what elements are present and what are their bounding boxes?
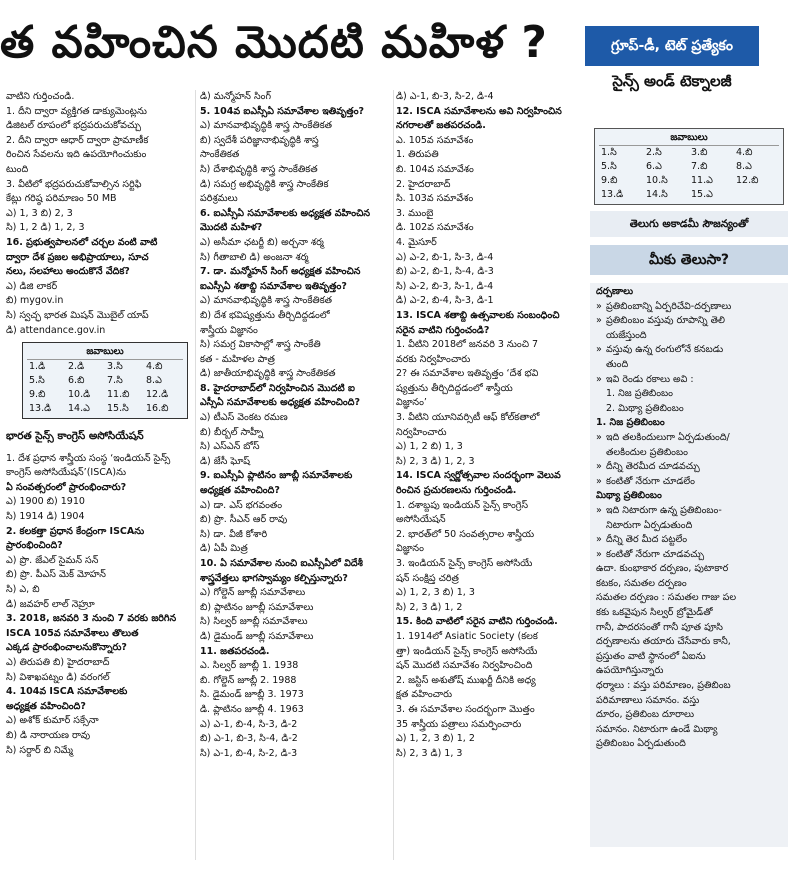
text-line: సి) విశాఖపట్నం డి) వరంగల్	[6, 671, 110, 683]
bullet-arrow-icon: »	[596, 461, 602, 473]
column-1-questions-b	[6, 452, 192, 758]
answer-cell	[734, 188, 779, 202]
text-line: 3. వీటిని యూనివర్సిటీ ఆఫ్ కోల్‌కతాలో	[396, 412, 540, 424]
text-line: 9. ఐఎస్సీఏ ప్లాటినం జూబ్లీ సమావేశాలకు	[200, 470, 353, 482]
text-line: బి) డి నారాయణ రావు	[6, 729, 91, 741]
answer-cell: 5.సి	[601, 161, 617, 172]
answer-cell: 8.ఎ	[736, 161, 752, 172]
text-line: బి. గోల్డెన్ జూబ్లీ 2. 1988	[200, 674, 297, 686]
text-line: ఎ) డిజి లాకర్	[6, 280, 58, 292]
column-2-questions	[200, 90, 392, 761]
text-span: కటకం, సమతల దర్పణం	[596, 577, 687, 589]
text-line: విజ్ఞానం	[396, 543, 424, 555]
text-line: డి) జవహర్ లాల్ నెహ్రూ	[6, 598, 95, 610]
text-line: 1. వీటిని 2018లో జనవరి 3 నుంచి 7	[396, 339, 539, 351]
text-line: డి) ఎ-2, బి-4, సి-3, డి-1	[396, 295, 494, 307]
text-line: 3. ఈ సమావేశాల సందర్భంగా మొత్తం	[396, 703, 535, 715]
text-line	[596, 460, 782, 475]
answer-cell: 13.డి	[601, 189, 624, 200]
text-line	[596, 708, 782, 723]
text-line: బి) ప్రొ. సీఎన్ ఆర్ రావు	[200, 514, 288, 526]
column-divider	[393, 90, 394, 860]
text-line: డి) ఎ-1, బి-3, సి-2, డి-4	[396, 91, 494, 102]
text-span: ప్రతిబింబాన్ని ఏర్పరిచేవి-దర్పణాలు	[606, 300, 732, 312]
text-line: 2. జస్టిస్ అశుతోష్ ముఖర్జీ దీనికి అధ్య	[396, 674, 536, 686]
answer-cell: 3.సి	[107, 361, 123, 373]
answer-cell: 6.బి	[68, 375, 85, 387]
text-line: 35 శాస్త్రీయ పత్రాలు సమర్పించారు	[396, 718, 522, 730]
text-line	[596, 723, 782, 738]
text-span: ప్రస్తుతం వాటి స్థానంలో ఏఐను	[596, 650, 706, 662]
text-line: సాంకేతికత	[200, 149, 240, 161]
bullet-arrow-icon: »	[596, 300, 602, 312]
text-line: సి) గీతాబాలి డి) అంజనా శర్మ	[200, 251, 309, 263]
text-line: ఎ. సిల్వర్ జూబ్లీ 1. 1938	[200, 660, 299, 672]
text-line: 3. ఇండియన్ సైన్స్ కాంగ్రెస్ అసోసియే	[396, 558, 533, 569]
text-span: ఉపయోగిస్తున్నారు	[596, 665, 664, 677]
text-span: కంటితో నేరుగా చూడలేం	[606, 475, 695, 487]
answers-row	[27, 388, 183, 402]
answer-cell: 5.సి	[29, 375, 45, 387]
answer-cell: 12.బి	[736, 175, 759, 186]
text-line: 5. 104వ ఐఎస్సీఏ సమావేశాల ఇతివృత్తం?	[200, 105, 365, 117]
answers-box-1	[22, 342, 188, 419]
text-line	[596, 373, 782, 388]
column-2	[200, 90, 392, 860]
bullet-arrow-icon: »	[596, 373, 602, 385]
text-line: కేట్లు గరిష్ఠ పరిమాణం 50 MB	[6, 193, 117, 205]
answer-cell: 16.బి	[146, 403, 169, 415]
text-line: ష్యత్తును తీర్చిదిద్దడంలో శాస్త్రీయ	[396, 382, 513, 394]
text-line: శాస్త్రవేత్తలు భాగస్వామ్యం కల్పిస్తున్నారు?	[200, 572, 348, 584]
text-line: సి) సమగ్ర వికాసాల్లో శాస్త్ర సాంకేతి	[200, 339, 321, 351]
text-line: డి) attendance.gov.in	[6, 324, 106, 336]
answer-cell: 13.డి	[29, 403, 52, 415]
text-line: ఎ) డా. ఎస్ భగవంతం	[200, 499, 283, 511]
text-line: 8. హైదరాబాద్‌లో నిర్వహించిన మొదటి ఐ	[200, 382, 355, 394]
answer-cell: 7.బి	[691, 161, 708, 172]
text-span: దీన్ని తెరమీద చూడవచ్చు	[606, 461, 700, 473]
text-line: సి) 2, 3 డి) 1, 3	[396, 747, 463, 759]
text-span: ధర్మాలు : వస్తు పరిమాణం, ప్రతిబింబ	[596, 680, 731, 692]
text-line: డిజిటల్ రూపంలో భద్రపరుచుకోవచ్చు	[6, 120, 141, 132]
exam-tag-banner: గ్రూప్‌-డీ, టెట్ ప్రత్యేకం	[585, 26, 759, 66]
text-line	[596, 577, 782, 592]
text-line	[596, 489, 782, 504]
text-line: రించిన సేవలను ఇది ఉపయోగించుకుం	[6, 149, 147, 161]
text-line: ఎ) ప్రొ. జేఎల్ సైమన్ సన్	[6, 554, 99, 566]
text-span: 1. నిజ ప్రతిబింబం	[606, 388, 673, 400]
text-line: బి) mygov.in	[6, 295, 64, 307]
text-line: ఎ) తిరుపతి బి) హైదరాబాద్	[6, 657, 110, 668]
text-line: ఎ) 1900 బి) 1910	[6, 496, 85, 508]
text-span: దర్పణాలను తయారు చేసేవారు కానీ,	[596, 636, 731, 648]
text-line	[596, 621, 782, 636]
answer-cell: 1.డి	[29, 361, 46, 373]
column-3	[396, 90, 586, 860]
answers-box-2	[594, 128, 784, 205]
text-line	[596, 416, 782, 431]
text-line	[596, 431, 782, 446]
answers-table	[27, 360, 183, 416]
answer-cell: 14.ఎ	[68, 403, 90, 415]
text-line	[596, 519, 782, 534]
text-line: సి) సర్దార్ బి నిమ్మే	[6, 744, 73, 756]
answer-cell: 6.ఎ	[646, 161, 662, 172]
text-line: సి) డా. వీజీ కోశారి	[200, 528, 268, 540]
answer-cell: 12.డి	[146, 389, 169, 401]
answers-row	[599, 146, 779, 160]
text-line: ఎ) అసీమా ఛటర్జీ బి) అర్చనా శర్మ	[200, 236, 324, 248]
bullet-arrow-icon: »	[596, 315, 602, 327]
text-line	[596, 285, 782, 300]
text-line	[596, 562, 782, 577]
text-line: శాస్త్రీయ విజ్ఞానం	[200, 324, 258, 336]
text-line	[596, 402, 782, 417]
answers-row	[599, 160, 779, 174]
text-line: రించిన ప్రచురణలను గుర్తించండి.	[396, 485, 517, 497]
text-line	[596, 343, 782, 358]
text-line: సి) 1, 2 డి) 1, 2, 3	[6, 222, 85, 234]
bullet-arrow-icon: »	[596, 431, 602, 443]
text-line: డి) జాతీయాభివృద్ధికి శాస్త్ర సాంకేతికత	[200, 368, 336, 380]
text-line: మొదటి మహిళ?	[200, 222, 263, 234]
text-line: సి) ఎ-1, బి-4, సి-2, డి-3	[200, 747, 298, 759]
text-line: సి) 2, 3 డి) 1, 2, 3	[396, 455, 475, 467]
text-line: 15. కింది వాటిలో సరైన వాటిని గుర్తించండి.	[396, 616, 558, 628]
text-line: ఎ) ఎ-2, బి-1, సి-3, డి-4	[396, 251, 494, 263]
text-span: మిథ్యా ప్రతిబింబం	[596, 490, 662, 502]
text-line: బి) బీర్బల్ సాహ్నీ	[200, 426, 264, 438]
text-line: 1. తిరుపతి	[396, 149, 439, 161]
text-line: ద్వారా దేశ ప్రజల అభిప్రాయాలు, సూచ	[6, 251, 149, 263]
page-headline: త వహించిన మొదటి మహిళ ?	[0, 17, 548, 68]
answers-table	[599, 146, 779, 202]
answer-cell: 7.సి	[107, 375, 123, 387]
text-span: 2. మిథ్యా ప్రతిబింబం	[606, 402, 684, 414]
text-line: టుంది	[6, 163, 29, 175]
text-line: 4. 104వ ISCA సమావేశాలకు	[6, 686, 128, 698]
text-span: ఇది నిటారుగా ఉన్న ప్రతిబింబం-	[606, 504, 722, 516]
text-line: 3. ముంబై	[396, 207, 434, 219]
text-line: సి) ఎ, బి	[6, 584, 40, 596]
text-line: అధ్యక్షత వహించింది?	[6, 700, 86, 712]
answer-cell: 10.డి	[68, 389, 91, 401]
text-line: 16. ప్రభుత్వపాలనలో చర్చల వంటి వాటి	[6, 236, 158, 248]
text-line: ఎ) అశోక్ కుమార్ సక్సేనా	[6, 715, 99, 727]
column-4	[590, 128, 788, 863]
text-line: డి. 102వ సమావేశం	[396, 222, 474, 234]
courtesy-note: తెలుగు అకాడమీ సౌజన్యంతో	[590, 211, 788, 237]
text-line: నిర్వహించారు	[396, 426, 447, 438]
answer-cell: 1.సి	[601, 147, 617, 158]
answer-cell: 11.బి	[107, 389, 130, 401]
text-line: 13. ISCA శతాబ్ది ఉత్సవాలకు సంబంధించి	[396, 309, 560, 321]
text-span: పరిమాణాలు సమానం. వస్తు	[596, 694, 700, 706]
text-line: షన్ మొదటి సమావేశం నిర్వహించింది	[396, 660, 533, 672]
text-line: 1. దేశ ప్రధాన శాస్త్రీయ సంస్థ ‘ఇండియన్ సైన్స్	[6, 452, 171, 464]
text-line: అధ్యక్షత వహించింది?	[200, 485, 280, 497]
answer-cell: 8.ఎ	[146, 375, 162, 387]
text-line: 1. 1914లో Asiatic Society (కలక	[396, 630, 538, 642]
answers-row	[27, 360, 183, 374]
text-line: 2. హైదరాబాద్	[396, 178, 451, 190]
text-line: ఎ) మానవాభివృద్ధికి శాస్త్ర సాంకేతికత	[200, 295, 333, 307]
text-span: 1. నిజ ప్రతిబింబం	[596, 417, 665, 429]
text-line: ఎ) గోల్డెన్ జూబ్లీ సమావేశాలు	[200, 587, 306, 599]
text-line: 3. వీటిలో భద్రపరుచుకోవాల్సిన సర్టిఫి	[6, 178, 142, 190]
answers-row	[27, 374, 183, 388]
text-line: కత - మహిళల పాత్ర	[200, 353, 275, 365]
text-line	[596, 387, 782, 402]
text-line: సి) 1914 డి) 1904	[6, 511, 85, 523]
text-line: షన్ సంక్షిప్త చరిత్ర	[396, 572, 459, 584]
text-line	[596, 475, 782, 490]
text-span: తుంది	[606, 358, 629, 370]
text-line: సి) దేశాభివృద్ధికి శాస్త్ర సాంకేతికత	[200, 163, 318, 175]
text-line	[596, 533, 782, 548]
text-line: డి) సమగ్ర అభివృద్ధికి శాస్త్ర సాంకేతిక	[200, 178, 329, 190]
text-line	[596, 329, 782, 344]
text-line: ఎస్సీఏ సమావేశాలకు అధ్యక్షత వహించింది?	[200, 397, 360, 409]
text-line	[596, 300, 782, 315]
text-line	[596, 591, 782, 606]
text-span: ప్రతిబింబం వస్తువు రూపాన్ని తెలి	[606, 315, 725, 327]
text-line: ఎక్కడ ప్రారంభించాలనుకొన్నారు?	[6, 642, 127, 654]
text-span: సమానం. నిటారుగా ఉండే మిథ్యా	[596, 723, 718, 735]
answer-cell: 15.ఎ	[691, 189, 713, 200]
answers-row	[599, 174, 779, 188]
answer-cell: 3.బి	[691, 147, 708, 158]
answer-cell: 15.సి	[107, 403, 129, 415]
text-line: ఎ) 1, 3 బి) 2, 3	[6, 207, 73, 219]
text-line: నగరాలతో జతపరచండి.	[396, 120, 486, 132]
text-line: 3. 2018, జనవరి 3 నుంచి 7 వరకు జరిగిన	[6, 613, 177, 625]
text-line: బి) ప్రొ. పీఎస్ మెక్ మోహన్	[6, 569, 106, 581]
text-span: దర్పణాలు	[596, 286, 634, 297]
column-3-questions	[396, 90, 586, 761]
bullet-arrow-icon: »	[596, 475, 602, 487]
answers-row	[599, 188, 779, 202]
answer-cell: 9.బి	[601, 175, 618, 186]
answer-cell: 9.బి	[29, 389, 46, 401]
text-line: 7. డా. మన్మోహన్ సింగ్ అధ్యక్షత వహించిన	[200, 266, 361, 278]
text-line: సి. డైమండ్ జూబ్లీ 3. 1973	[200, 689, 304, 701]
text-line: ఎ) మానవాభివృద్ధికి శాస్త్ర సాంకేతికత	[200, 120, 333, 132]
column-1-questions-a	[6, 90, 192, 338]
text-span: ప్రతిబింబం ఏర్పడుతుంది	[596, 738, 686, 750]
bullet-arrow-icon: »	[596, 534, 602, 546]
answers-row	[27, 402, 183, 416]
text-line	[596, 664, 782, 679]
text-line: సరైన వాటిని గుర్తించండి?	[396, 324, 490, 336]
text-line: డి) జేసీ ఘోష్	[200, 455, 250, 467]
bullet-arrow-icon: »	[596, 548, 602, 560]
text-line: సి) 2, 3 డి) 1, 2	[396, 601, 463, 613]
text-span: యజేస్తుంది	[606, 329, 647, 341]
text-line: సి. 103వ సమావేశం	[396, 193, 474, 205]
text-line	[596, 679, 782, 694]
subject-title: సైన్స్ అండ్ టెక్నాలజీ	[612, 72, 732, 90]
text-line: క్షత వహించారు	[396, 689, 453, 701]
text-line	[596, 358, 782, 373]
text-line: బి) ఎ-2, బి-1, సి-4, డి-3	[396, 266, 494, 278]
text-span: దీన్ని తెర మీద పట్టలేం	[606, 534, 688, 546]
did-you-know-title: మీకు తెలుసా?	[590, 245, 788, 275]
text-line: 12. ISCA సమావేశాలను అవి నిర్వహించిన	[396, 105, 562, 117]
text-line: 6. ఐఎస్సీఏ సమావేశాలకు అధ్యక్షత వహించిన	[200, 207, 371, 219]
text-line: ఎ) 1, 2, 3 బి) 1, 2	[396, 733, 475, 745]
text-span: ఉదా. కుంభాకార దర్పణం, పుటాకార	[596, 563, 729, 575]
text-span: తలకిందుల ప్రతిబింబం	[606, 446, 688, 458]
text-line: 1. దశాబ్దపు ఇండియన్ సైన్స్ కాంగ్రెస్	[396, 499, 528, 511]
text-span: సమతల దర్పణం : సమతల గాజు పల	[596, 592, 737, 604]
text-line	[596, 650, 782, 665]
text-line	[596, 606, 782, 621]
text-line: బి) దేశ భవిష్యత్తును తీర్చిదిద్దడంలో	[200, 309, 330, 321]
text-span: ఇవి రెండు రకాలు అవి :	[606, 373, 694, 385]
answer-cell: 4.బి	[146, 361, 163, 373]
text-line: అసోసియేషన్	[396, 514, 446, 526]
text-line: నలు, సలహాలు అందుకొనే వేదిక?	[6, 266, 130, 278]
text-line: డి. ప్లాటినం జూబ్లీ 4. 1963	[200, 703, 304, 715]
text-line: 11. జతపరచండి.	[200, 645, 270, 657]
text-line: సి) ఎ-2, బి-3, సి-1, డి-4	[396, 280, 494, 292]
text-line	[596, 635, 782, 650]
text-span: వస్తువు ఉన్న రంగులోనే కనబడు	[606, 344, 724, 356]
text-line: 2. దీని ద్వారా ఆధార్ ద్వారా ప్రామాణీక	[6, 134, 149, 146]
text-line: 14. ISCA స్వర్ణోత్సవాల సందర్భంగా వెలువ	[396, 470, 561, 482]
text-span: కంటితో నేరుగా చూడవచ్చు	[606, 548, 705, 560]
answer-cell: 10.సి	[646, 175, 668, 186]
text-line: 10. ఏ సమావేశాల నుంచి ఐఎస్సీఏలో విదేశీ	[200, 558, 363, 569]
text-line: సి) స్వచ్ఛ భారత మిషన్ మొబైల్ యాప్	[6, 309, 149, 321]
text-line: ఎ) టీఎస్ వెంకట రమణ	[200, 412, 288, 424]
text-line: డి) ఏపీ మిత్ర	[200, 543, 248, 555]
text-line	[596, 694, 782, 709]
text-line: ప్రారంభించింది?	[6, 540, 63, 552]
answers-title: జవాబులు	[599, 131, 779, 146]
column-divider	[195, 90, 196, 860]
text-line: వరకు నిర్వహించారు	[396, 353, 471, 365]
bullet-arrow-icon: »	[596, 344, 602, 356]
did-you-know-body	[590, 283, 788, 847]
text-line: ఎ) 1, 2, 3 బి) 1, 3	[396, 587, 475, 599]
bullet-arrow-icon: »	[596, 504, 602, 516]
text-line: డి) మన్మోహన్ సింగ్	[200, 91, 271, 102]
header	[0, 0, 800, 88]
text-span: కకు ఒకవైపున సిల్వర్ బ్రోమైడ్‌తో	[596, 607, 713, 619]
text-line	[596, 314, 782, 329]
answer-cell: 14.సి	[646, 189, 668, 200]
text-line: 2? ఈ సమావేశాల ఇతివృత్తం ‘దేశ భవి	[396, 368, 539, 380]
text-line: 2. కలకత్తా ప్రధాన కేంద్రంగా ISCAను	[6, 525, 145, 537]
text-line: బి. 104వ సమావేశం	[396, 163, 474, 175]
text-span: నిటారుగా ఏర్పడుతుంది	[606, 519, 693, 531]
text-line: ఎ) 1, 2 బి) 1, 3	[396, 441, 463, 453]
text-line: బి) ఎ-1, బి-3, సి-4, డి-2	[200, 733, 298, 745]
column-1	[6, 90, 192, 860]
text-line: ఎ. 105వ సమావేశం	[396, 134, 474, 146]
text-line	[596, 504, 782, 519]
text-line: వాటిని గుర్తించండి.	[6, 91, 75, 102]
text-line: పరిశ్రమలు	[200, 193, 238, 205]
answers-title: జవాబులు	[27, 345, 183, 360]
text-line	[596, 446, 782, 461]
text-line: ISCA 105వ సమావేశాలు తొలుత	[6, 627, 139, 639]
text-line: సి) సిల్వర్ జూబ్లీ సమావేశాలు	[200, 616, 308, 628]
text-line: ఎ) ఎ-1, బి-4, సి-3, డి-2	[200, 718, 298, 730]
text-line	[596, 548, 782, 563]
text-line: సి) ఎస్ఎన్ బోస్	[200, 441, 260, 453]
text-span: ఇది తలకిందులుగా ఏర్పడుతుంది/	[606, 431, 730, 443]
answer-cell: 11.ఎ	[691, 175, 713, 186]
text-line: విజ్ఞానం’	[396, 397, 427, 409]
text-line: 4. మైసూర్	[396, 236, 437, 248]
text-line: బి) ప్లాటినం జూబ్లీ సమావేశాలు	[200, 601, 314, 613]
section-heading: భారత సైన్స్ కాంగ్రెస్ అసోసియేషన్	[6, 430, 144, 443]
text-line: కాంగ్రెస్ అసోసియేషన్’(ISCA)ను	[6, 467, 127, 479]
text-line: 1. దీని ద్వారా వ్యక్తిగత డాక్యుమెంట్లను	[6, 105, 147, 117]
text-line: త్తా) ఇండియన్ సైన్స్ కాంగ్రెస్ అసోసియే	[396, 645, 538, 657]
answer-cell: 4.బి	[736, 147, 753, 158]
text-line: డి) డైమండ్ జూబ్లీ సమావేశాలు	[200, 630, 314, 642]
text-line: ఐఎస్సీఏ శతాబ్ది సమావేశాల ఇతివృత్తం?	[200, 280, 347, 292]
text-span: గానీ, పాదరసంతో గానీ పూత పూసి	[596, 621, 723, 633]
answer-cell: 2.సి	[646, 147, 662, 158]
text-line: బి) స్వదేశీ పరిజ్ఞానాభివృద్ధికి శాస్త్ర	[200, 134, 319, 146]
text-line	[596, 737, 782, 752]
text-span: దూరం, ప్రతిబింబ దూరాలు	[596, 709, 694, 721]
answer-cell: 2.డి	[68, 361, 85, 373]
text-line: ఏ సంవత్సరంలో ప్రారంభించారు?	[6, 481, 127, 493]
text-line: 2. భారత్‌లో 50 సంవత్సరాల శాస్త్రీయ	[396, 528, 535, 540]
